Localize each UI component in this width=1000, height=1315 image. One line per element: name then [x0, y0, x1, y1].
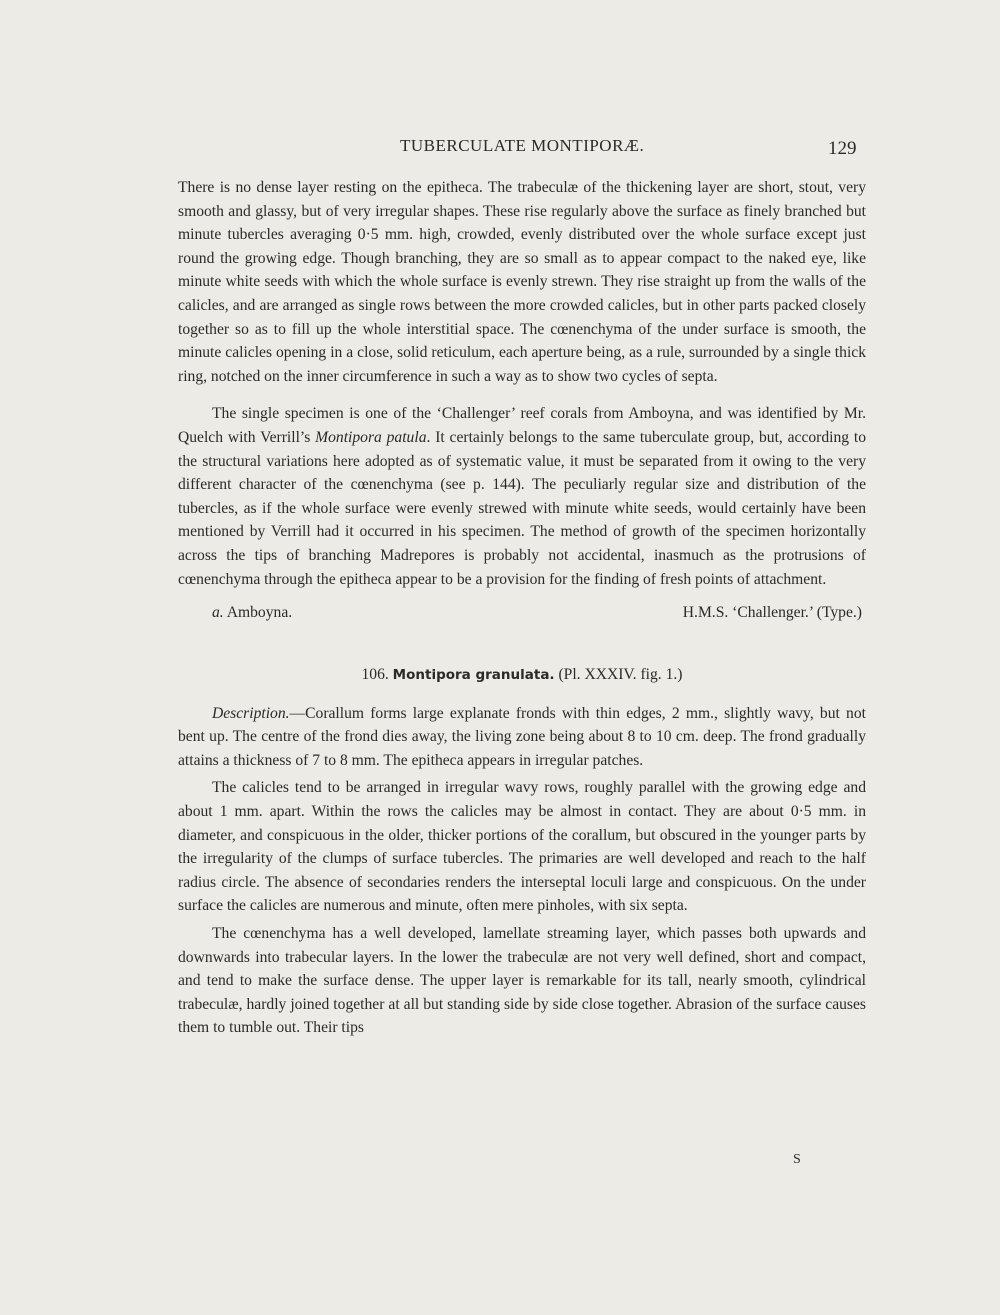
locality-row: [178, 601, 866, 625]
specimen-text-end: . It certainly belongs to the same tuberculate group, but, according to the structural variations here adopted as of systematic value, it must be separated from it owing to the very different character of the cœnenchyma (see p. 144). The peculiarly regular size and distribution of the tubercles, as if the whole surface were evenly strewed with minute white seeds, would certainly have been mentioned by Verrill had it occurred in his specimen. The method of growth of the specimen horizontally across the tips of branching Madrepores is probably not accidental, inasmuch as the protrusions of cœnenchyma through the epitheca appear to be a provision for the finding of fresh points of attachment.: [178, 428, 867, 588]
signature-mark: S: [793, 1152, 802, 1167]
running-title: TUBERCULATE MONTIPORÆ.: [400, 136, 645, 155]
description-paragraph-corallum: [178, 702, 866, 773]
species-reference: Montipora patula: [315, 428, 427, 446]
locality: [212, 601, 292, 625]
paragraph-specimen: [178, 402, 866, 591]
species-name: Montipora granulata.: [392, 667, 555, 684]
specimen-text-start: The single specimen is one of the ‘Challenger’ reef corals from Amboyna, and was identified by Mr. Quelch with Verrill’s: [178, 405, 866, 446]
description-label: Description.: [212, 704, 290, 722]
plate-reference: (Pl. XXXIV. fig. 1.): [554, 666, 683, 684]
description-section: [178, 702, 866, 1040]
locality-label: a.: [212, 604, 224, 622]
description-paragraph-calicles: The calicles tend to be arranged in irregular wavy rows, roughly parallel with the growing edge and about 1 mm. apart. Within the rows the calicles may be almost in contact. They are about 0·5 mm. in diameter, and conspicuous in the older, thicker portions of the corallum, but obscured in the younger parts by the irregularity of the clumps of surface tubercles. The primaries are well developed and reach to the half radius circle. The absence of secondaries renders the interseptal loculi large and conspicuous. On the under surface the calicles are numerous and minute, often mere pinholes, with six septa.: [178, 779, 866, 915]
description-corallum-text: —Corallum forms large explanate fronds with thin edges, 2 mm., slightly wavy, but not bent up. The centre of the frond dies away, the living zone being about 8 to 10 cm. deep. The frond gradually attains a thickness of 7 to 8 mm. The epitheca appears in irregular patches.: [178, 704, 866, 769]
paragraph-tubercles: There is no dense layer resting on the epitheca. The trabeculæ of the thickening layer are short, stout, very smooth and glassy, but of very irregular shapes. These rise regularly above the surface as finely branched but minute tubercles averaging 0·5 mm. high, crowded, evenly distributed over the whole surface except just round the growing edge. Though branching, they are so small as to appear compact to the naked eye, like minute white seeds with which the whole surface is evenly strewn. They rise straight up from the walls of the calicles, and are arranged as single rows between the more crowded calicles, but in other parts packed closely together so as to fill up the whole interstitial space. The cœnenchyma of the under surface is smooth, the minute calicles opening in a close, solid reticulum, each aperture being, as a rule, surrounded by a single thick ring, notched on the inner circumference in such a way as to show two cycles of septa.: [178, 179, 866, 385]
running-head: [0, 136, 1000, 164]
body-text: [178, 176, 866, 1040]
locality-name: Amboyna.: [223, 604, 293, 622]
collection-source: H.M.S. ‘Challenger.’ (Type.): [682, 604, 862, 622]
description-paragraph-coenenchyma: The cœnenchyma has a well developed, lamellate streaming layer, which passes both upwards and downwards into trabecular layers. In the lower the trabeculæ are not very well defined, short and compact, and tend to make the surface dense. The upper layer is remarkable for its tall, nearly smooth, cylindrical trabeculæ, hardly joined together at all but standing side by side close together. Abrasion of the surface causes them to tumble out. Their tips: [178, 925, 866, 1037]
page-number: 129: [828, 138, 857, 159]
species-heading: [178, 663, 866, 688]
species-number: 106.: [361, 666, 393, 684]
